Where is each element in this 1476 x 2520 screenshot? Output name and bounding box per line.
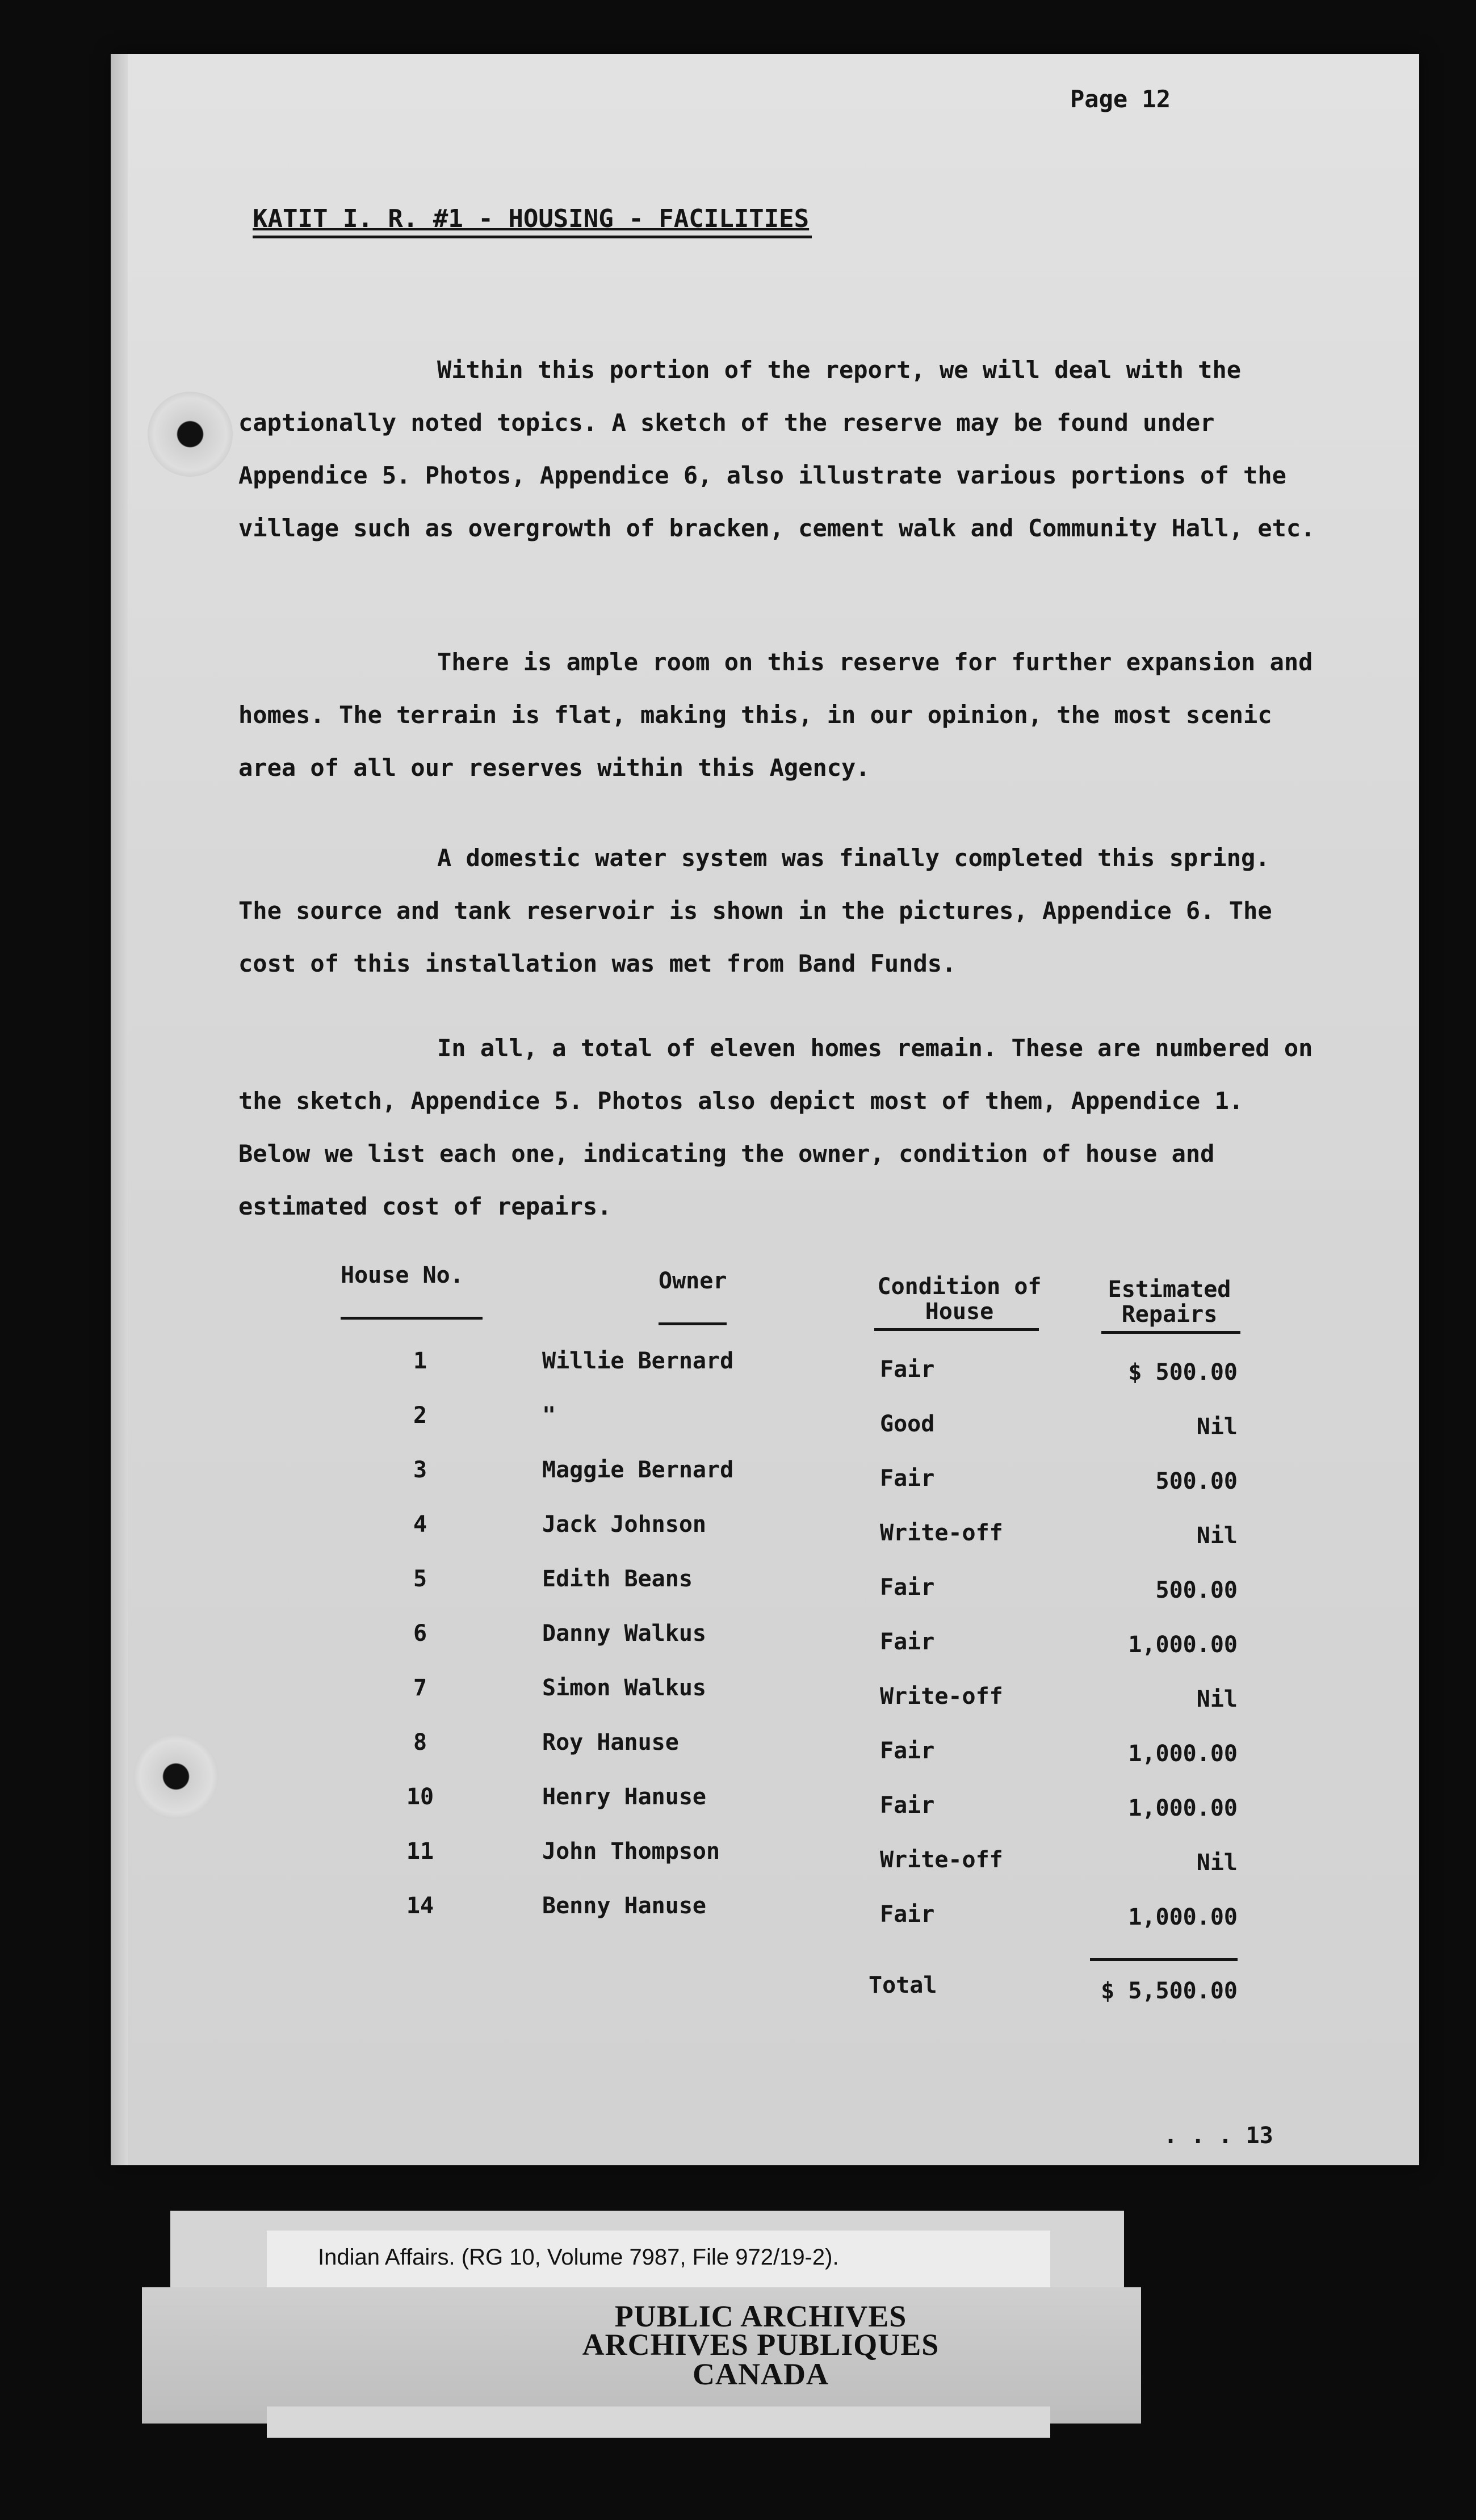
paragraph-text-4: In all, a total of eleven homes remain. These are numbered on the sketch, Appendice 5. Photos also depict most of them, Appendice 1. Below we list each one, indicating the owner, condition of house and estimated cost of repairs. bbox=[238, 1034, 1313, 1220]
table-row bbox=[0, 1348, 1476, 1399]
label-bottom-strip bbox=[267, 2406, 1050, 2438]
table-row bbox=[0, 1893, 1476, 1944]
header-condition-line-2: House bbox=[925, 1299, 994, 1325]
cell-repairs: 1,000.00 bbox=[1128, 1741, 1238, 1767]
table-row bbox=[0, 1620, 1476, 1671]
table-row bbox=[0, 1566, 1476, 1617]
cell-owner: Danny Walkus bbox=[542, 1620, 706, 1647]
cell-repairs: 1,000.00 bbox=[1128, 1795, 1238, 1821]
cell-repairs: Nil bbox=[1196, 1850, 1238, 1876]
cell-owner: Edith Beans bbox=[542, 1566, 693, 1592]
header-house-no: House No. bbox=[341, 1262, 464, 1288]
cell-no: 10 bbox=[406, 1784, 434, 1810]
header-house-no-rule bbox=[341, 1317, 483, 1320]
cell-condition: Write-off bbox=[880, 1683, 1003, 1710]
paragraph-4 bbox=[238, 1022, 1317, 1233]
stamp-line-1: PUBLIC ARCHIVES bbox=[614, 2299, 907, 2333]
cell-no: 5 bbox=[413, 1566, 427, 1592]
cell-condition: Write-off bbox=[880, 1520, 1003, 1546]
cell-condition: Fair bbox=[880, 1574, 935, 1601]
archive-reference: Indian Affairs. (RG 10, Volume 7987, File 972/19-2). bbox=[318, 2245, 839, 2270]
paragraph-1 bbox=[238, 343, 1317, 555]
cell-condition: Fair bbox=[880, 1629, 935, 1655]
cell-repairs: 500.00 bbox=[1155, 1468, 1238, 1494]
paragraph-2 bbox=[238, 636, 1317, 794]
cell-condition: Fair bbox=[880, 1738, 935, 1764]
cell-no: 14 bbox=[406, 1893, 434, 1919]
header-owner: Owner bbox=[659, 1268, 727, 1294]
cell-condition: Fair bbox=[880, 1356, 935, 1383]
table-row bbox=[0, 1457, 1476, 1508]
header-condition bbox=[874, 1274, 1045, 1324]
header-condition-line-1: Condition of bbox=[877, 1274, 1042, 1300]
page-number: Page 12 bbox=[1070, 85, 1171, 113]
stamp-line-2: ARCHIVES PUBLIQUES bbox=[582, 2328, 940, 2362]
cell-no: 1 bbox=[413, 1348, 427, 1374]
table-row bbox=[0, 1729, 1476, 1780]
cell-condition: Fair bbox=[880, 1901, 935, 1927]
paragraph-text-3: A domestic water system was finally completed this spring. The source and tank reservoir is shown in the pictures, Appendice 6. The cost of this installation was met from Band Funds. bbox=[238, 844, 1272, 977]
cell-no: 8 bbox=[413, 1729, 427, 1755]
total-rule bbox=[1090, 1958, 1238, 1961]
table-row bbox=[0, 1838, 1476, 1889]
continuation-marker: . . . 13 bbox=[1164, 2123, 1273, 2149]
cell-owner: Maggie Bernard bbox=[542, 1457, 734, 1483]
title-underline bbox=[253, 236, 812, 238]
cell-repairs: Nil bbox=[1196, 1414, 1238, 1440]
cell-condition: Fair bbox=[880, 1465, 935, 1492]
section-title: KATIT I. R. #1 - HOUSING - FACILITIES bbox=[253, 204, 810, 233]
cell-no: 4 bbox=[413, 1511, 427, 1538]
table-row bbox=[0, 1675, 1476, 1726]
total-value: $ 5,500.00 bbox=[1101, 1978, 1238, 2004]
header-repairs-line-2: Repairs bbox=[1121, 1301, 1218, 1328]
stamp-line-3: CANADA bbox=[693, 2357, 829, 2391]
cell-condition: Fair bbox=[880, 1792, 935, 1818]
cell-owner: Jack Johnson bbox=[542, 1511, 706, 1538]
punch-hole-top bbox=[148, 392, 233, 477]
cell-repairs: 1,000.00 bbox=[1128, 1904, 1238, 1930]
cell-owner: " bbox=[542, 1402, 556, 1429]
cell-no: 6 bbox=[413, 1620, 427, 1647]
cell-repairs: 1,000.00 bbox=[1128, 1632, 1238, 1658]
cell-owner: Willie Bernard bbox=[542, 1348, 734, 1374]
header-repairs-line-1: Estimated bbox=[1108, 1276, 1231, 1303]
cell-condition: Good bbox=[880, 1411, 935, 1437]
table-row bbox=[0, 1784, 1476, 1835]
cell-owner: John Thompson bbox=[542, 1838, 720, 1864]
cell-repairs: $ 500.00 bbox=[1128, 1359, 1238, 1385]
table-row bbox=[0, 1402, 1476, 1454]
cell-owner: Simon Walkus bbox=[542, 1675, 706, 1701]
table-row bbox=[0, 1511, 1476, 1563]
cell-no: 2 bbox=[413, 1402, 427, 1429]
cell-no: 7 bbox=[413, 1675, 427, 1701]
paragraph-text-2: There is ample room on this reserve for further expansion and homes. The terrain is flat, making this, in our opinion, the most scenic area of all our reserves within this Agency. bbox=[238, 648, 1313, 782]
cell-repairs: 500.00 bbox=[1155, 1577, 1238, 1603]
header-owner-rule bbox=[659, 1322, 727, 1325]
cell-owner: Henry Hanuse bbox=[542, 1784, 706, 1810]
cell-owner: Roy Hanuse bbox=[542, 1729, 679, 1755]
cell-no: 3 bbox=[413, 1457, 427, 1483]
cell-no: 11 bbox=[406, 1838, 434, 1864]
cell-repairs: Nil bbox=[1196, 1523, 1238, 1549]
cell-condition: Write-off bbox=[880, 1847, 1003, 1873]
header-condition-rule bbox=[874, 1328, 1039, 1331]
paragraph-3 bbox=[238, 831, 1317, 990]
header-repairs-rule bbox=[1101, 1331, 1240, 1334]
header-repairs bbox=[1101, 1277, 1238, 1327]
cell-repairs: Nil bbox=[1196, 1686, 1238, 1712]
cell-owner: Benny Hanuse bbox=[542, 1893, 706, 1919]
total-label: Total bbox=[869, 1972, 937, 1998]
paragraph-text-1: Within this portion of the report, we will deal with the captionally noted topics. A sketch of the reserve may be found under Appendice 5. Photos, Appendice 6, also illustrate various portions of the village such as overgrowth of bracken, cement walk and Community Hall, etc. bbox=[238, 356, 1315, 542]
